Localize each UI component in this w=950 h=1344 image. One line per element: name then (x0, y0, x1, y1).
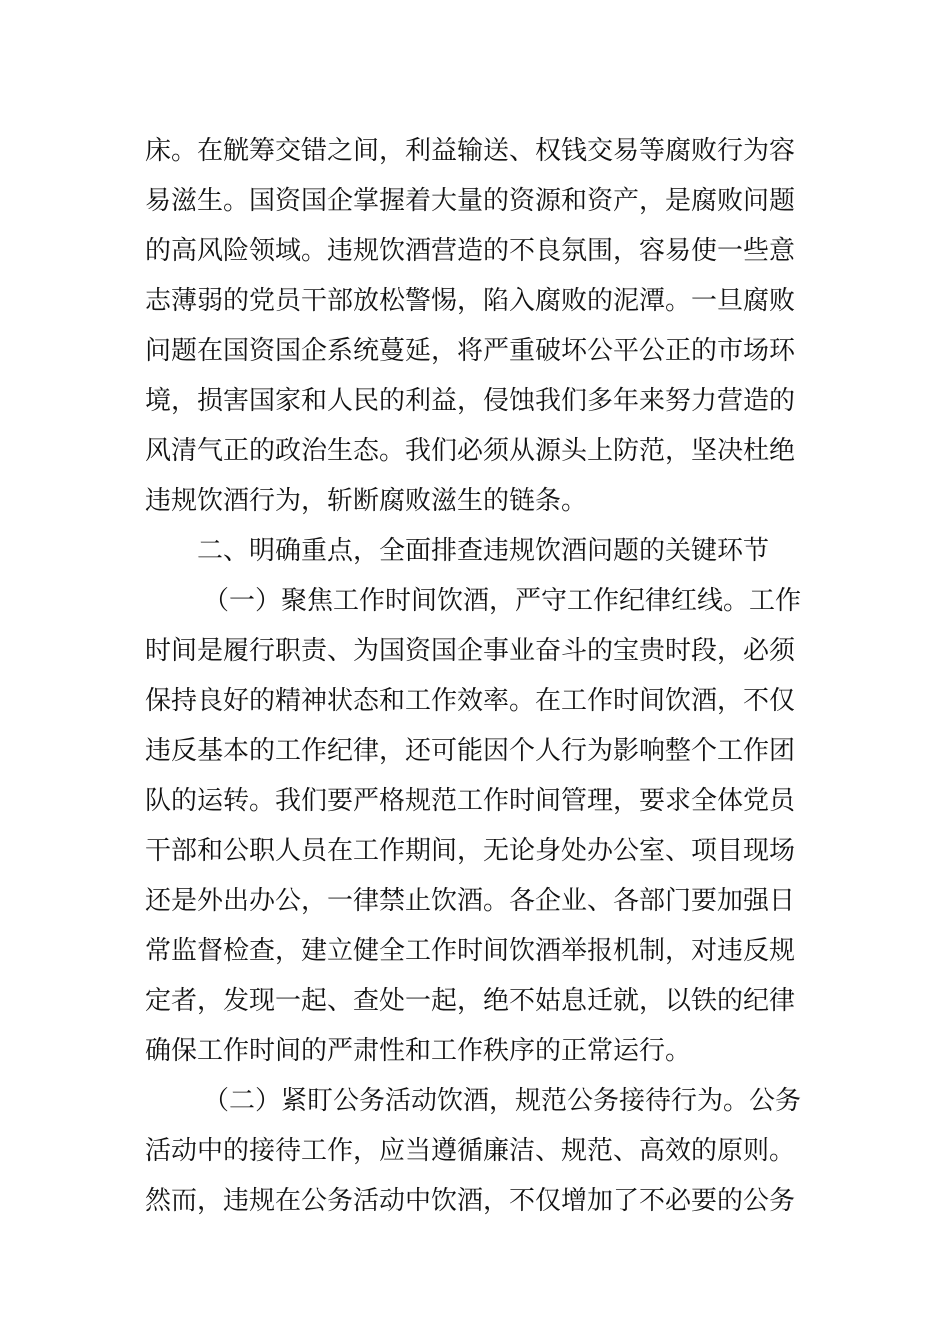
text-line: 违反基本的工作纪律，还可能因个人行为影响整个工作团 (145, 736, 796, 766)
text-line: 境，损害国家和人民的利益，侵蚀我们多年来努力营造的 (145, 386, 796, 416)
text-line: 床。在觥筹交错之间，利益输送、权钱交易等腐败行为容 (145, 136, 796, 166)
text-line: （二）紧盯公务活动饮酒，规范公务接待行为。公务 (203, 1086, 802, 1116)
text-line: 保持良好的精神状态和工作效率。在工作时间饮酒，不仅 (145, 686, 796, 716)
section-heading: 二、明确重点，全面排查违规饮酒问题的关键环节 (197, 536, 770, 566)
text-line: 志薄弱的党员干部放松警惕，陷入腐败的泥潭。一旦腐败 (145, 286, 796, 316)
text-line: 问题在国资国企系统蔓延，将严重破坏公平公正的市场环 (145, 336, 796, 366)
text-line: 活动中的接待工作，应当遵循廉洁、规范、高效的原则。 (145, 1136, 796, 1166)
text-line: 确保工作时间的严肃性和工作秩序的正常运行。 (145, 1036, 692, 1066)
text-line: 违规饮酒行为，斩断腐败滋生的链条。 (145, 486, 588, 516)
text-line: 还是外出办公，一律禁止饮酒。各企业、各部门要加强日 (145, 886, 796, 916)
text-line: 的高风险领域。违规饮酒营造的不良氛围，容易使一些意 (145, 236, 796, 266)
text-line: 队的运转。我们要严格规范工作时间管理，要求全体党员 (145, 786, 796, 816)
text-line: 时间是履行职责、为国资国企事业奋斗的宝贵时段，必须 (145, 636, 796, 666)
text-line: 易滋生。国资国企掌握着大量的资源和资产，是腐败问题 (145, 186, 796, 216)
text-line: 干部和公职人员在工作期间，无论身处办公室、项目现场 (145, 836, 796, 866)
text-line: 风清气正的政治生态。我们必须从源头上防范，坚决杜绝 (145, 436, 796, 466)
text-line: 定者，发现一起、查处一起，绝不姑息迁就，以铁的纪律 (145, 986, 796, 1016)
text-line: 常监督检查，建立健全工作时间饮酒举报机制，对违反规 (145, 936, 796, 966)
text-line: 然而，违规在公务活动中饮酒，不仅增加了不必要的公务 (145, 1186, 796, 1216)
text-line: （一）聚焦工作时间饮酒，严守工作纪律红线。工作 (203, 586, 802, 616)
document-body (145, 126, 810, 1226)
